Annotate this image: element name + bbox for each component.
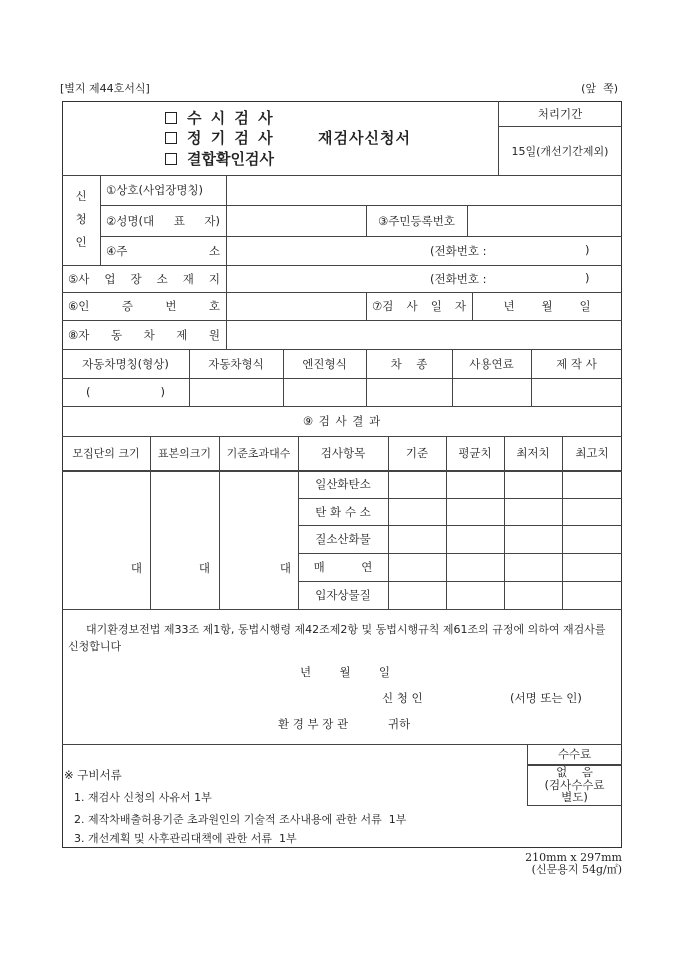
vehicle-spec-label: ⑧자 동 차 제 원: [68, 327, 220, 342]
fee-label: 수수료: [557, 747, 592, 761]
honorific: 귀하: [388, 717, 411, 731]
vehicle-header-maker: 제 작 사: [556, 356, 597, 371]
result-item-co: 일산화탄소: [315, 477, 371, 491]
option-regular: 정 기 검 사: [165, 127, 275, 148]
vehicle-type-field[interactable]: [190, 379, 283, 405]
document-item-1: 1. 재검사 신청의 사유서 1부: [74, 791, 212, 804]
vehicle-header-fuel: 사용연료: [469, 356, 514, 371]
fuel-field[interactable]: [453, 379, 531, 405]
result-item-smoke: 매 연: [313, 560, 373, 574]
population-unit: 대: [130, 561, 142, 575]
result-item-nox: 질소산화물: [315, 532, 371, 546]
form-number: [별지 제44호서식]: [60, 82, 150, 95]
results-header-average: 평균치: [458, 446, 492, 460]
processing-period-value: 15일(개선기간제외): [511, 144, 609, 158]
title-block: [165, 107, 485, 171]
representative-field[interactable]: [227, 206, 366, 235]
sample-unit: 대: [198, 561, 210, 575]
vehicle-spec-field[interactable]: [227, 321, 621, 348]
results-header-exceeded: 기준초과대수: [226, 447, 291, 460]
vehicle-header-engine: 엔진형식: [302, 356, 347, 371]
results-header-standard: 기준: [405, 446, 429, 460]
documents-title: ※ 구비서류: [64, 768, 122, 782]
results-header-population: 모집단의 크기: [72, 447, 140, 460]
option-combined: 결합확인검사: [165, 148, 274, 169]
signature-label[interactable]: (서명 또는 인): [510, 691, 582, 705]
results-header-item: 검사항목: [320, 446, 366, 460]
business-name-label: ①상호(사업장명칭): [106, 183, 204, 197]
vehicle-name-field[interactable]: ( ): [86, 385, 165, 399]
representative-label: ②성명(대 표 자): [106, 213, 220, 228]
document-item-3: 3. 개선계획 및 사후관리대책에 관한 서류 1부: [74, 832, 297, 845]
addressee: 환 경 부 장 관: [278, 717, 349, 731]
declaration-text: 대기환경보전법 제33조 제1항, 동법시행령 제42조제2항 및 동법시행규칙 제61조의 규정에 의하여 재검사를 신청합니다: [68, 623, 606, 653]
result-item-hc: 탄 화 수 소: [315, 504, 371, 519]
exceeded-unit: 대: [279, 561, 291, 575]
document-item-2: 2. 제작차배출허용기준 초과원인의 기술적 조사내용에 관한 서류 1부: [74, 813, 407, 826]
result-item-pm: 입자상물질: [315, 588, 371, 602]
inspection-date-label: ⑦검 사 일 자: [372, 299, 466, 313]
results-header-min: 최저치: [516, 446, 550, 460]
regular-checkbox[interactable]: [165, 132, 177, 144]
business-location-label: ⑤사 업 장 소 재 지: [68, 271, 220, 286]
vehicle-header-type: 자동차형식: [208, 356, 264, 371]
results-title: ⑨ 검 사 결 과: [302, 414, 382, 428]
option-occasional: 수 시 검 사: [165, 107, 275, 128]
paper-spec: 210mm x 297mm (신문용지 54g/㎡): [525, 851, 622, 876]
address-label: ④주 소: [106, 243, 220, 258]
page-side: (앞 쪽): [581, 82, 618, 95]
resident-number-label: ③주민등록번호: [378, 213, 455, 228]
address-field[interactable]: [227, 237, 621, 264]
results-header-max: 최고치: [575, 446, 609, 460]
address-phone-label: (전화번호 :: [430, 244, 487, 258]
resident-number-field[interactable]: [468, 206, 621, 235]
processing-period-label: 처리기간: [537, 106, 583, 121]
declaration-date[interactable]: 년 월 일: [300, 665, 390, 679]
vehicle-class-field[interactable]: [367, 379, 452, 405]
cert-number-label: ⑥인 증 번 호: [68, 299, 220, 313]
vehicle-header-class: 차 종: [390, 356, 428, 371]
business-phone-close: ): [585, 271, 590, 285]
combined-checkbox[interactable]: [165, 153, 177, 165]
results-header-sample: 표본의크기: [157, 447, 212, 460]
business-phone-label: (전화번호 :: [430, 272, 487, 286]
engine-type-field[interactable]: [284, 379, 366, 405]
cert-number-field[interactable]: [227, 293, 366, 319]
occasional-checkbox[interactable]: [165, 112, 177, 124]
form-title: 재검사신청서: [318, 129, 411, 147]
fee-value: 없 음 (검사수수료 별도): [544, 765, 605, 804]
business-name-field[interactable]: [227, 176, 621, 204]
applicant-group-label: 신 청 인: [75, 189, 87, 249]
maker-field[interactable]: [532, 379, 621, 405]
vehicle-header-name: 자동차명칭(형상): [82, 356, 169, 371]
applicant-sign-label: 신 청 인: [382, 691, 423, 705]
inspection-date-field[interactable]: 년 월 일: [503, 299, 591, 313]
business-location-field[interactable]: [227, 266, 621, 291]
address-phone-close: ): [585, 243, 590, 257]
